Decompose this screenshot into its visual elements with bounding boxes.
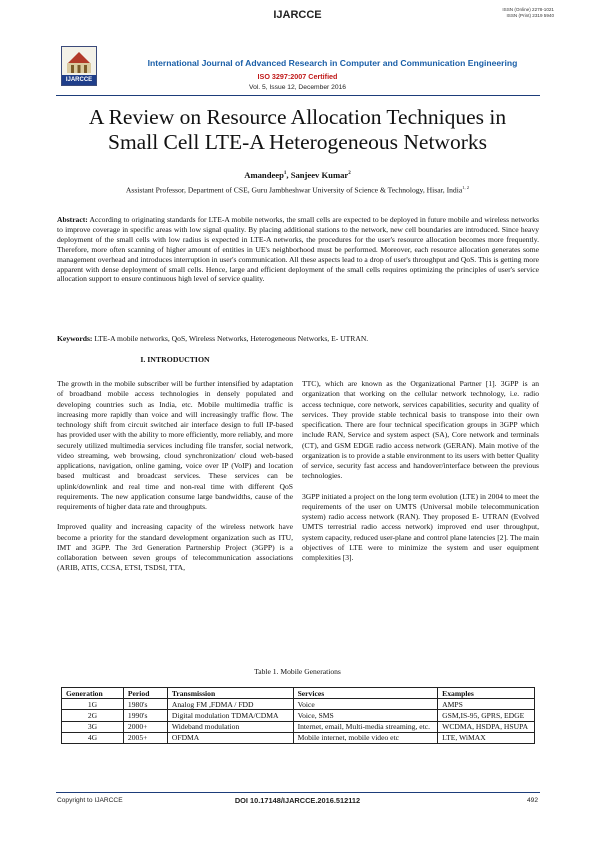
table-cell: Mobile internet, mobile video etc xyxy=(293,732,438,743)
table-cell: 2G xyxy=(62,710,124,721)
keywords-text: LTE-A mobile networks, QoS, Wireless Networks, Heterogeneous Networks, E- UTRAN. xyxy=(92,334,369,343)
author-2: Sanjeev Kumar xyxy=(290,170,349,180)
table-cell: Voice xyxy=(293,699,438,710)
left-column xyxy=(57,379,293,574)
table-cell: Digital modulation TDMA/CDMA xyxy=(167,710,293,721)
abstract xyxy=(57,215,539,284)
keywords xyxy=(57,334,539,344)
table-cell: 2005+ xyxy=(123,732,167,743)
table-cell: 1990's xyxy=(123,710,167,721)
footer-copyright: Copyright to IJARCCE xyxy=(57,797,123,804)
table-row xyxy=(62,699,535,710)
table-header-row xyxy=(62,688,535,699)
logo-text: IJARCCE xyxy=(62,75,96,85)
left-paragraph-1: The growth in the mobile subscriber will be further intensified by adaptation of broadband mobile access technologies in densely populated and developing countries such as India, etc. Mobile multimedia traffic is increasing more rapidly than voice and will increasingly traffic flow. The technology shift from circuit switched air interface design to full IP-based has provided user with the ability to more efficiently, more reliably, and more securely utilized multimedia services including file transfer, social network, video streaming, web browsing, cloud synchronization/ cloud web-based applications, navigation, online gaming, voice over IP (VoIP) and location based multicast and broadcast services. These services can be uplink/downlink and real time and non-real time with different QoS requirements. The new application consume large bandwidths, cause of the requirements of higher data rate and throughputs. xyxy=(57,379,293,511)
left-paragraph-2: Improved quality and increasing capacity of the wireless network have become a priority for the standard development organization such as ITU, IMT and 3GPP. The 3rd Generation Partnership Project (3GPP) is a collaboration between seven groups of telecommunication associations (ARIB, ATIS, CCSA, ETSI, TSDSI, TTA, xyxy=(57,522,293,573)
table-cell: Voice, SMS xyxy=(293,710,438,721)
table-header-period: Period xyxy=(123,688,167,699)
footer-page-number: 492 xyxy=(526,797,538,804)
header-divider xyxy=(56,95,540,96)
author-1-sup: 1 xyxy=(283,171,287,177)
table-header-services: Services xyxy=(293,688,438,699)
table-header-examples: Examples xyxy=(438,688,535,699)
right-paragraph-2: 3GPP initiated a project on the long term evolution (LTE) in 2004 to meet the requirements of the user on UMTS (Universal mobile telecommunication system) radio access network (RAN). They proposed E- UTRAN (Evolved UMTS terrestrial radio access network) improved end user throughput, system capacity, reduced user-plane and control plane latencies [2]. The main objectives of LTE were to minimize the system and user equipment complexities [3]. xyxy=(302,491,539,562)
table-cell: 1G xyxy=(62,699,124,710)
keywords-label: Keywords: xyxy=(57,334,93,343)
table-cell: 1980's xyxy=(123,699,167,710)
table-cell: 3G xyxy=(62,721,124,732)
volume-issue: Vol. 5, Issue 12, December 2016 xyxy=(248,84,347,91)
table-cell: AMPS xyxy=(438,699,535,710)
table-cell: Analog FM ,FDMA / FDD xyxy=(167,699,293,710)
affiliation-sup: 1, 2 xyxy=(462,185,470,190)
iso-certification: ISO 3297:2007 Certified xyxy=(257,72,338,81)
table-row xyxy=(62,732,535,743)
author-1: Amandeep xyxy=(244,170,284,180)
table-cell: Wideband modulation xyxy=(167,721,293,732)
title-line-1: A Review on Resource Allocation Techniques in xyxy=(88,105,507,129)
table-cell: LTE, WiMAX xyxy=(438,732,535,743)
table-cell: 4G xyxy=(62,732,124,743)
table-cell: GSM,IS-95, GPRS, EDGE xyxy=(438,710,535,721)
footer-doi: DOI 10.17148/IJARCCE.2016.512112 xyxy=(234,796,361,805)
issn-online: ISSN (Online) 2278-1021 xyxy=(502,7,554,12)
footer-divider xyxy=(56,792,540,793)
table-cell: Internet, email, Multi-media streaming, etc. xyxy=(293,721,438,732)
table-row xyxy=(62,721,535,732)
table-caption: Table 1. Mobile Generations xyxy=(254,667,341,676)
table-header-generation: Generation xyxy=(62,688,124,699)
journal-abbreviation: IJARCCE xyxy=(273,9,322,21)
author-separator: , xyxy=(286,170,291,180)
paper-title xyxy=(40,105,555,155)
title-line-2: Small Cell LTE-A Heterogeneous Networks xyxy=(108,130,487,154)
affiliation-text: Assistant Professor, Department of CSE, Guru Jambheshwar University of Science & Technology, Hisar, India xyxy=(125,185,463,195)
mobile-generations-table xyxy=(61,687,535,744)
table-row xyxy=(62,710,535,721)
author-2-sup: 2 xyxy=(348,171,351,177)
table-cell: WCDMA, HSDPA, HSUPA xyxy=(438,721,535,732)
right-paragraph-1: TTC), which are known as the Organizational Partner [1]. 3GPP is an organization that working on the cellular network technology, i.e. radio access technique, core network, services capabilities, security and quality of services. They provide stable technical basis to transpose into their own specification. There are four technical specification groups in 3GPP which include RAN, Service and system aspect (SA), Core network and terminals (CT), and GSM EDGE radio access network (GERAN). Main motive of the organization is to provide a stable environment to its users with better Quality of service, security fast access and handover/interface between the previous technologies. xyxy=(302,379,539,481)
table-cell: OFDMA xyxy=(167,732,293,743)
authors xyxy=(0,170,595,180)
affiliation xyxy=(40,185,555,195)
table-cell: 2000+ xyxy=(123,721,167,732)
issn-print: ISSN (Print) 2319 5940 xyxy=(506,13,554,18)
issn-block xyxy=(502,7,554,19)
abstract-label: Abstract: xyxy=(57,215,88,224)
journal-name: International Journal of Advanced Research in Computer and Communication Engineering xyxy=(147,58,518,68)
section-heading-introduction: I. INTRODUCTION xyxy=(140,355,210,364)
abstract-text: According to originating standards for LTE-A mobile networks, the small cells are expected to be deployed in future mobile and wireless networks to improve coverage in specific areas with low signal quality. By placing additional stations to the network, new cell boundaries are introduced. Since heavy deployment of the small cells with low radius is expected in LTE-A networks, the procedures for the user's resource allocation becomes more frequently. Therefore, more often scanning of higher amount of entities in UE's neighborhood must be performed. Moreover, each resource allocation generates some management overhead and introduces interruption in user's communication. All these aspects lead to a drop of user's throughput and QoS. This is getting more apparent with dense deployment of small cells. Hence, large and efficient deployment of the small cells requires optimizing the principles of user's service allocation support to ensure continuous high level of service quality. xyxy=(57,215,539,284)
right-column xyxy=(302,379,539,563)
table-header-transmission: Transmission xyxy=(167,688,293,699)
